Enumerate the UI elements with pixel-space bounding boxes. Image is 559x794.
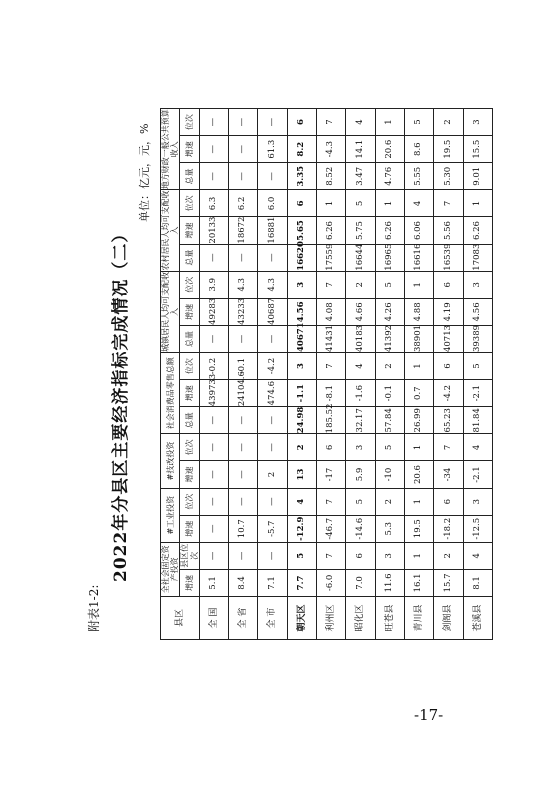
sub-header-county-rank: 县区位次	[180, 543, 199, 568]
group-header-retail: 社会消费品零售总额	[161, 353, 180, 434]
table-row	[346, 109, 375, 640]
table-cell: —	[258, 407, 287, 434]
table-cell: -14.6	[346, 515, 375, 542]
table-cell: 2	[287, 434, 316, 461]
table-cell: 40671	[287, 325, 316, 352]
table-cell: 1	[404, 542, 433, 569]
table-cell: 8.52	[317, 163, 346, 190]
table-cell: 2	[434, 542, 463, 569]
table-cell: 6.26	[317, 217, 346, 244]
sub-header-rank: 位次	[180, 190, 199, 217]
table-cell: 5	[404, 109, 433, 136]
table-cell: -46.7	[317, 515, 346, 542]
table-cell: -10	[375, 461, 404, 488]
table-cell: 10.7	[229, 515, 258, 542]
group-header-fixed-asset: 全社会固定资产投资	[161, 542, 180, 596]
table-cell: 11.6	[375, 569, 404, 596]
table-cell: 6	[317, 434, 346, 461]
table-cell: 40687	[258, 298, 287, 325]
table-cell: 4.76	[375, 163, 404, 190]
table-cell: -8.1	[317, 380, 346, 407]
table-cell: -34	[434, 461, 463, 488]
table-cell: 5.3	[375, 515, 404, 542]
table-cell: 1	[404, 271, 433, 298]
table-cell: 1	[404, 488, 433, 515]
table-cell: 7	[317, 271, 346, 298]
table-cell: —	[199, 515, 228, 542]
table-cell: -2.1	[463, 380, 492, 407]
table-cell: 7.7	[287, 569, 316, 596]
table-row	[434, 109, 463, 640]
table-cell: 3.47	[346, 163, 375, 190]
table-cell: -17	[317, 461, 346, 488]
table-cell: —	[229, 542, 258, 569]
table-row	[199, 109, 228, 640]
table-cell: —	[229, 461, 258, 488]
table-cell: 57.84	[375, 407, 404, 434]
table-cell: 7.1	[258, 569, 287, 596]
table-cell: 9.01	[463, 163, 492, 190]
table-cell: 4	[346, 109, 375, 136]
region-cell: 昭化区	[346, 597, 375, 640]
table-cell: 1	[375, 190, 404, 217]
table-cell: 41431	[317, 325, 346, 352]
sub-header-rank: 位次	[180, 488, 199, 515]
table-cell: —	[229, 325, 258, 352]
table-cell: 17083	[463, 244, 492, 271]
table-cell: 5.1	[199, 569, 228, 596]
table-cell: 6.26	[375, 217, 404, 244]
sub-header-growth: 增速	[180, 380, 199, 407]
group-header-rural-income: 农村居民人均可支配收入	[161, 190, 180, 271]
table-cell: 20.6	[404, 461, 433, 488]
sub-header-total: 总量	[180, 407, 199, 434]
table-cell: 5	[375, 434, 404, 461]
table-cell: —	[229, 163, 258, 190]
table-cell: 4.88	[404, 298, 433, 325]
table-cell: 4	[463, 542, 492, 569]
table-cell: —	[199, 244, 228, 271]
region-header: 县区	[161, 597, 200, 640]
table-cell: 4.3	[229, 271, 258, 298]
table-cell: -0.2	[199, 353, 228, 380]
sub-header-growth: 增速	[180, 515, 199, 542]
table-cell: 5.65	[287, 217, 316, 244]
table-cell: -0.1	[375, 380, 404, 407]
table-row	[375, 109, 404, 640]
table-cell: 17559	[317, 244, 346, 271]
table-cell: —	[199, 461, 228, 488]
table-cell: —	[229, 488, 258, 515]
table-cell: —	[258, 542, 287, 569]
indicator-table	[160, 108, 493, 640]
table-cell: 3.9	[199, 271, 228, 298]
table-cell: -6.0	[317, 569, 346, 596]
table-cell: 6.26	[463, 217, 492, 244]
table-cell: 39389	[463, 325, 492, 352]
table-cell: 1	[404, 434, 433, 461]
table-cell: 19.5	[434, 136, 463, 163]
region-cell: 旺苍县	[375, 597, 404, 640]
table-cell: 4.26	[375, 298, 404, 325]
table-cell: 19.5	[404, 515, 433, 542]
region-cell: 全 省	[229, 597, 258, 640]
table-cell: 6.0	[258, 190, 287, 217]
table-cell: 3	[463, 488, 492, 515]
group-header-tech: #技改投资	[161, 434, 180, 488]
region-cell: 全 市	[258, 597, 287, 640]
table-cell: -2.1	[463, 461, 492, 488]
sub-header-total: 总量	[180, 325, 199, 352]
table-cell: 65.23	[434, 407, 463, 434]
table-cell: 7	[434, 434, 463, 461]
table-cell: 3	[346, 434, 375, 461]
table-cell: 16881	[258, 217, 287, 244]
group-header-fiscal: 地方财政一般公共预算收入	[161, 109, 180, 190]
sub-header-growth: 增速	[180, 569, 199, 596]
table-cell: 5.9	[346, 461, 375, 488]
indicator-table-container	[160, 108, 493, 640]
table-cell: 41392	[375, 325, 404, 352]
table-cell: —	[199, 542, 228, 569]
table-row	[229, 109, 258, 640]
table-cell: -4.3	[317, 136, 346, 163]
region-cell: 全 国	[199, 597, 228, 640]
table-cell: 61.3	[258, 136, 287, 163]
sub-header-growth: 增速	[180, 136, 199, 163]
table-cell: 16.1	[404, 569, 433, 596]
table-cell: 5.75	[346, 217, 375, 244]
sub-header-growth: 增速	[180, 217, 199, 244]
table-cell: -4.2	[434, 380, 463, 407]
table-cell: —	[199, 488, 228, 515]
sub-header-growth: 增速	[180, 298, 199, 325]
table-cell: 2	[258, 461, 287, 488]
table-cell: 49283	[199, 298, 228, 325]
table-cell: 5	[375, 271, 404, 298]
table-cell: —	[199, 407, 228, 434]
region-cell: 利州区	[317, 597, 346, 640]
table-cell: 3	[375, 542, 404, 569]
table-cell: 5.55	[404, 163, 433, 190]
table-cell: 474.6	[258, 380, 287, 407]
table-cell: -5.7	[258, 515, 287, 542]
table-body	[199, 109, 492, 640]
page-number: -17-	[414, 706, 444, 724]
table-cell: 16965	[375, 244, 404, 271]
table-cell: 4.56	[463, 298, 492, 325]
table-cell: 16539	[434, 244, 463, 271]
table-cell: 32.17	[346, 407, 375, 434]
table-cell: —	[229, 434, 258, 461]
table-cell: 4	[287, 488, 316, 515]
table-cell: -4.2	[258, 353, 287, 380]
sub-header-rank: 位次	[180, 353, 199, 380]
table-cell: 4.3	[258, 271, 287, 298]
table-cell: 24.98	[287, 407, 316, 434]
table-cell: -1.6	[346, 380, 375, 407]
table-cell: -18.2	[434, 515, 463, 542]
table-cell: 16644	[346, 244, 375, 271]
table-cell: 5.56	[434, 217, 463, 244]
table-cell: 3	[463, 271, 492, 298]
table-cell: —	[229, 136, 258, 163]
table-cell: 15.5	[463, 136, 492, 163]
table-cell: 6.06	[404, 217, 433, 244]
region-cell: 青川县	[404, 597, 433, 640]
sub-header-growth: 增速	[180, 461, 199, 488]
table-cell: 1	[404, 353, 433, 380]
table-cell: 5	[346, 488, 375, 515]
table-cell: —	[258, 325, 287, 352]
table-cell: —	[258, 434, 287, 461]
table-cell: —	[258, 163, 287, 190]
table-cell: 2	[375, 353, 404, 380]
sub-header-rank: 位次	[180, 109, 199, 136]
group-header-industrial: #工业投资	[161, 488, 180, 542]
table-cell: 26.99	[404, 407, 433, 434]
table-cell: 8.6	[404, 136, 433, 163]
sub-header-rank: 位次	[180, 271, 199, 298]
table-cell: 7	[317, 542, 346, 569]
table-row	[258, 109, 287, 640]
sub-header-rank: 位次	[180, 434, 199, 461]
table-cell: 5	[346, 190, 375, 217]
table-cell: —	[199, 136, 228, 163]
table-cell: 2	[346, 271, 375, 298]
page-title: 2022年分县区主要经济指标完成情况（二）	[111, 224, 131, 582]
table-cell: 16616	[404, 244, 433, 271]
table-cell: 81.84	[463, 407, 492, 434]
table-cell: 5.30	[434, 163, 463, 190]
table-row	[287, 109, 316, 640]
table-cell: 40183	[346, 325, 375, 352]
region-cell: 朝天区	[287, 597, 316, 640]
table-cell: 20.6	[375, 136, 404, 163]
table-cell: 24104.6	[229, 380, 258, 407]
table-cell: 1	[375, 109, 404, 136]
table-cell: 6	[287, 109, 316, 136]
table-cell: -12.9	[287, 515, 316, 542]
table-cell: 38901	[404, 325, 433, 352]
unit-label: 单位：亿元，元，%	[138, 123, 151, 222]
table-cell: 8.1	[463, 569, 492, 596]
table-cell: 8.4	[229, 569, 258, 596]
table-cell: 4.66	[346, 298, 375, 325]
table-cell: 40713	[434, 325, 463, 352]
table-cell: 7	[317, 488, 346, 515]
table-cell: 2	[434, 109, 463, 136]
group-header-urban-income: 城镇居民人均可支配收入	[161, 271, 180, 352]
table-row	[404, 109, 433, 640]
table-cell: 7	[317, 109, 346, 136]
table-cell: 3	[287, 353, 316, 380]
table-cell: 6.2	[229, 190, 258, 217]
table-cell: 6	[434, 271, 463, 298]
table-row	[317, 109, 346, 640]
table-cell: 6.3	[199, 190, 228, 217]
table-cell: 43233	[229, 298, 258, 325]
table-cell: 4.56	[287, 298, 316, 325]
table-caption: 附表1-2:	[87, 584, 101, 632]
table-cell: -1.1	[287, 380, 316, 407]
table-cell: 14.1	[346, 136, 375, 163]
table-cell: —	[199, 434, 228, 461]
table-cell: 7.0	[346, 569, 375, 596]
table-cell: 6	[434, 488, 463, 515]
table-cell: 5	[287, 542, 316, 569]
table-cell: —	[258, 244, 287, 271]
table-cell: 2	[375, 488, 404, 515]
table-cell: 1	[463, 190, 492, 217]
table-cell: —	[258, 109, 287, 136]
table-cell: 4	[346, 353, 375, 380]
table-cell: 15.7	[434, 569, 463, 596]
table-cell: 7	[317, 353, 346, 380]
table-cell: 16620	[287, 244, 316, 271]
table-cell: —	[258, 488, 287, 515]
table-cell: 13	[287, 461, 316, 488]
table-cell: —	[229, 407, 258, 434]
table-cell: 439733	[199, 380, 228, 407]
table-cell: —	[229, 244, 258, 271]
table-cell: —	[199, 163, 228, 190]
table-cell: -0.1	[229, 353, 258, 380]
sub-header-total: 总量	[180, 244, 199, 271]
table-cell: 20133	[199, 217, 228, 244]
table-row	[463, 109, 492, 640]
table-cell: 3	[463, 109, 492, 136]
region-cell: 苍溪县	[463, 597, 492, 640]
table-cell: 3.35	[287, 163, 316, 190]
table-cell: 4.19	[434, 298, 463, 325]
table-cell: 185.52	[317, 407, 346, 434]
table-cell: 3	[287, 271, 316, 298]
table-cell: 4.08	[317, 298, 346, 325]
table-cell: 7	[434, 190, 463, 217]
table-cell: 6	[346, 542, 375, 569]
sub-header-total: 总量	[180, 163, 199, 190]
table-cell: 0.7	[404, 380, 433, 407]
table-cell: 4	[404, 190, 433, 217]
table-cell: —	[199, 325, 228, 352]
region-cell: 剑阁县	[434, 597, 463, 640]
table-cell: 6	[287, 190, 316, 217]
table-cell: 8.2	[287, 136, 316, 163]
table-cell: 6	[434, 353, 463, 380]
table-cell: -12.5	[463, 515, 492, 542]
table-cell: 1	[317, 190, 346, 217]
table-cell: 5	[463, 353, 492, 380]
table-cell: 18672	[229, 217, 258, 244]
table-cell: 4	[463, 434, 492, 461]
table-cell: —	[229, 109, 258, 136]
table-cell: —	[199, 109, 228, 136]
